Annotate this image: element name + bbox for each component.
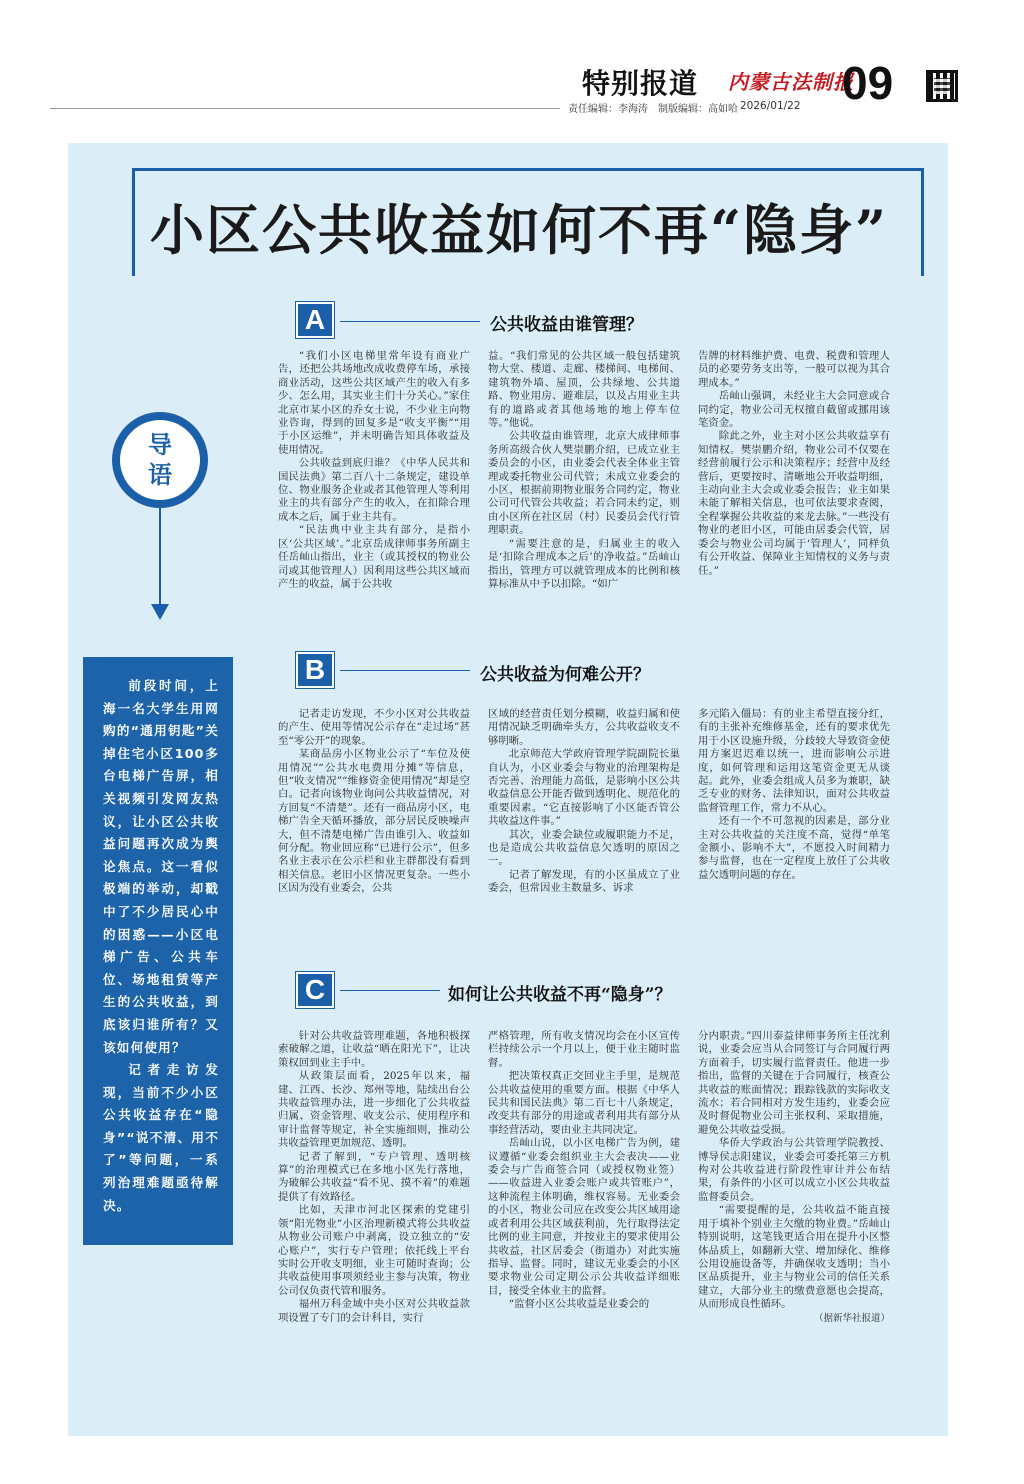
paragraph: 从政策层面看，2025年以来，福建、江西、长沙、郑州等地，陆续出台公共收益管理办法，进一步细化了公共收益归属、资金管理、收支公示、使用程序和审计监督等规定，补全实施细则，推动公共收益管理更加规范、透明。 — [278, 1070, 470, 1150]
section-a-column-1 — [278, 350, 470, 610]
paragraph: 华侨大学政治与公共管理学院教授、博导侯志阳建议，业委会可委托第三方机构对公共收益进行阶段性审计并公布结果，有条件的小区可以成立小区公共收益监督委员会。 — [698, 1137, 890, 1203]
section-a-column-3 — [698, 350, 890, 610]
editors-line: 责任编辑：李海涛 制版编辑：高如哈 — [568, 104, 738, 115]
paragraph: 福州万科金域中央小区对公共收益款项设置了专门的会计科目，实行 — [278, 1298, 470, 1324]
paragraph: 告牌的材料维护费、电费、税费和管理人员的必要劳务支出等，一般可以视为其合理成本。” — [698, 350, 890, 389]
paragraph: “我们小区电梯里常年设有商业广告，还把公共场地改成收费停车场，承接商业活动，这些公共区域产生的收入有多少、怎么用，其实业主们十分关心。”家住北京市某小区的乔女士说，不少业主向物业咨询，得到的回复多是“收支平衡”“用于小区运维”，并未明确告知具体收益及使用情况。 — [278, 350, 470, 456]
paragraph: 除此之外，业主对小区公共收益享有知情权。樊崇鹏介绍，物业公司不仅要在经营前履行公示和决策程序；经营中及经营后，更要按时、清晰地公开收益明细，主动向业主大会或业委会报告；业主如果未能了解相关信息，也可依法要求查阅，全程掌握公共收益的来龙去脉。”一些没有物业的老旧小区，可能由居委会代管，居委会与物业公司均属于‘管理人’，同样负有公开收益、保障业主知情权的义务与责任。” — [698, 430, 890, 577]
qr-code-icon — [926, 70, 958, 102]
paragraph: 记者走访发现，不少小区对公共收益的产生、使用等情况公示存在“走过场”甚至“零公开”的现象。 — [278, 708, 470, 747]
paragraph: 比如，天津市河北区探索的党建引领“阳光物业”小区治理新模式将公共收益从物业公司账户中剥离，设立独立的“安心账户”，实行专户管理；依托线上平台实时公开收支明细，业主可随时查询；公共收益使用事项须经业主参与决策，物业公司仅负责代管和服务。 — [278, 1204, 470, 1297]
guide-arrow-line — [159, 508, 161, 608]
header-divider — [50, 108, 560, 109]
paragraph: “需要注意的是，归属业主的收入是‘扣除合理成本之后’的净收益。”岳屾山指出，管理方可以就管理成本的比例和核算标准从中予以扣除。“如广 — [488, 537, 680, 590]
intro-paragraph: 前段时间，上海一名大学生用网购的“通用钥匙”关掉住宅小区100多台电梯广告屏，相关视频引发网友热议，让小区公共收益问题再次成为舆论焦点。这一看似极端的举动，却戳中了不少居民心中的困惑——小区电梯广告、公共车位、场地租赁等产生的公共收益，到底该归谁所有？又该如何使用？ — [103, 678, 219, 1055]
intro-box — [83, 657, 233, 1245]
article-title: 小区公共收益如何不再“隐身” — [150, 198, 889, 262]
paragraph: 益。“我们常见的公共区域一般包括建筑物大堂、楼道、走廊、楼梯间、电梯间、建筑物外墙、屋顶，公共绿地、公共道路、物业用房、避难层，以及占用业主共有的道路或者其他场地的地上停车位等。”他说。 — [488, 350, 680, 430]
section-name: 特别报道 — [582, 67, 699, 100]
paragraph: 区域的经营责任划分模糊，收益归属和使用情况缺乏明确牵头方，公共收益收支不够明晰。 — [488, 708, 680, 747]
section-b-column-2 — [488, 708, 680, 926]
paragraph: 公共收益由谁管理，北京大成律师事务所高级合伙人樊崇鹏介绍，已成立业主委员会的小区，由业委会代表全体业主管理或委托物业公司代管；未成立业委会的小区，根据前期物业服务合同约定，物业公司可代管公共收益；若合同未约定，则由小区所在社区居（村）民委员会代行管理职责。 — [488, 430, 680, 537]
paragraph: 还有一个不可忽视的因素是，部分业主对公共收益的关注度不高，觉得“单笔金额小、影响不大”，不愿投入时间精力参与监督，也在一定程度上放任了公共收益欠透明问题的存在。 — [698, 815, 890, 881]
paragraph: 严格管理，所有收支情况均会在小区宣传栏持续公示一个月以上，便于业主随时监督。 — [488, 1030, 680, 1069]
paragraph: 某商品房小区物业公示了“车位及使用情况”“公共水电费用分摊”等信息，但“收支情况”“维修资金使用情况”却是空白。记者向该物业询问公共收益情况，对方回复“不清楚”。还有一商品房小区，电梯广告全天循环播放，部分居民反映噪声大，但不清楚电梯广告由谁引入、收益如何分配。物业回应称“已进行公示”，但多名业主表示在公示栏和业主群都没有看到相关信息。老旧小区情况更复杂。一些小区因为没有业委会，公共 — [278, 748, 470, 895]
section-c-column-2 — [488, 1030, 680, 1352]
paragraph: 其次，业委会缺位或履职能力不足，也是造成公共收益信息欠透明的原因之一。 — [488, 828, 680, 868]
section-c-column-1 — [278, 1030, 470, 1352]
paragraph: 多元陷入僵局：有的业主希望直接分红，有的主张补充维修基金，还有的要求优先用于小区设施升级，分歧较大导致资金使用方案迟迟难以统一，进而影响公示进度，如何管理和运用这笔资金更无从谈起。此外，业委会组成人员多为兼职，缺乏专业的财务、法律知识，面对公共收益监督管理工作，常力不从心。 — [698, 708, 890, 814]
section-a-title: 公共收益由谁管理？ — [490, 315, 643, 335]
section-c-rule — [340, 990, 440, 991]
paragraph: 公共收益到底归谁？《中华人民共和国民法典》第二百八十二条规定，建设单位、物业服务企业或者其他管理人等利用业主的共有部分产生的收入，在扣除合理成本之后，属于业主共有。 — [278, 457, 470, 523]
paragraph: “民法典中业主共有部分，是指小区‘公共区域’。”北京岳成律师事务所副主任岳屾山指出，业主（或其授权的物业公司或其他管理人）因利用这些公共区域而产生的收益，属于公共收 — [278, 524, 470, 590]
section-a-badge: A — [296, 302, 334, 338]
page-number: 09 — [842, 57, 894, 109]
section-c-title: 如何让公共收益不再“隐身”？ — [448, 985, 672, 1005]
paragraph: 北京师范大学政府管理学院副院长巢自认为，小区业委会与物业的治理架构是否完善、治理能力高低，是影响小区公共收益信息公开能否做到透明化、规范化的重要因素。“它直接影响了小区能否管公共收益这件事。” — [488, 748, 680, 828]
section-b-column-3 — [698, 708, 890, 926]
section-b-badge: B — [296, 652, 334, 688]
source-credit: （据新华社报道） — [813, 1312, 890, 1324]
paragraph: 岳屾山说，以小区电梯广告为例，建议遵循“业委会组织业主大会表决——业委会与广告商签合同（或授权物业签）——收益进入业委会账户或共管账户”，这种流程主体明确，维权容易。无业委会的小区，物业公司应在改变公共区域用途或者利用公共区域获利前，先行取得法定比例的业主同意，并按业主的要求使用公共收益，社区居委会（街道办）对此实施指导、监督。同时，建议无业委会的小区要求物业公司定期公示公共收益详细账目，接受全体业主的监督。 — [488, 1137, 680, 1297]
section-b-title: 公共收益为何难公开？ — [480, 665, 650, 685]
paragraph: “监督小区公共收益是业委会的 — [508, 1298, 650, 1311]
paragraph: 分内职责。”四川泰益律师事务所主任沈利说，业委会应当从合同签订与合同履行两方面着手，切实履行监督责任。他进一步指出，监督的关键在于合同履行，核查公共收益的账面情况；跟踪钱款的实际收支流水；若合同相对方发生违约，业委会应及时督促物业公司主张权利、采取措施，避免公共收益受损。 — [698, 1030, 890, 1136]
issue-date: 2026/01/22 — [740, 100, 801, 112]
guide-label-char-2: 语 — [148, 460, 172, 489]
intro-paragraph: 记者走访发现，当前不少小区公共收益存在“隐身”“说不清、用不了”等问题，一系列治理难题亟待解决。 — [103, 1062, 219, 1213]
paragraph: 记者了解到，“专户管理、透明核算”的治理模式已在多地小区先行落地，为破解公共收益“看不见、摸不着”的难题提供了有效路径。 — [278, 1150, 470, 1203]
paragraph: 把决策权真正交回业主手里，是规范公共收益使用的重要方面。根据《中华人民共和国民法典》第二百七十八条规定，改变共有部分的用途或者利用共有部分从事经营活动，要由业主共同决定。 — [488, 1070, 680, 1136]
section-a-column-2 — [488, 350, 680, 610]
guide-label-char-1: 导 — [148, 430, 172, 459]
section-a-rule — [340, 321, 480, 322]
section-c-badge: C — [296, 972, 334, 1008]
paragraph: 针对公共收益管理难题，各地积极探索破解之道，让收益“晒在阳光下”，让决策权回到业主手中。 — [278, 1030, 470, 1069]
paragraph: 岳屾山强调，未经业主大会同意或合同约定，物业公司无权擅自截留或挪用该笔资金。 — [698, 390, 890, 430]
guide-label — [120, 420, 200, 500]
section-c-column-3 — [698, 1030, 890, 1352]
paragraph: 记者了解发现，有的小区虽成立了业委会，但常因业主数量多、诉求 — [488, 868, 680, 895]
arrow-down-icon — [151, 604, 169, 620]
section-b-column-1 — [278, 708, 470, 926]
paragraph: “需要提醒的是，公共收益不能直接用于填补个别业主欠缴的物业费。”岳屾山特别说明，这笔钱更适合用在提升小区整体品质上，如翻新大堂、增加绿化、维修公用设施设备等，并确保收支透明；当小区品质提升，业主与物业公司的信任关系建立，大部分业主的缴费意愿也会提高，从而形成良性循环。 — [698, 1204, 890, 1311]
newspaper-logo: 内蒙古法制报 — [728, 70, 854, 94]
section-b-rule — [340, 670, 470, 671]
